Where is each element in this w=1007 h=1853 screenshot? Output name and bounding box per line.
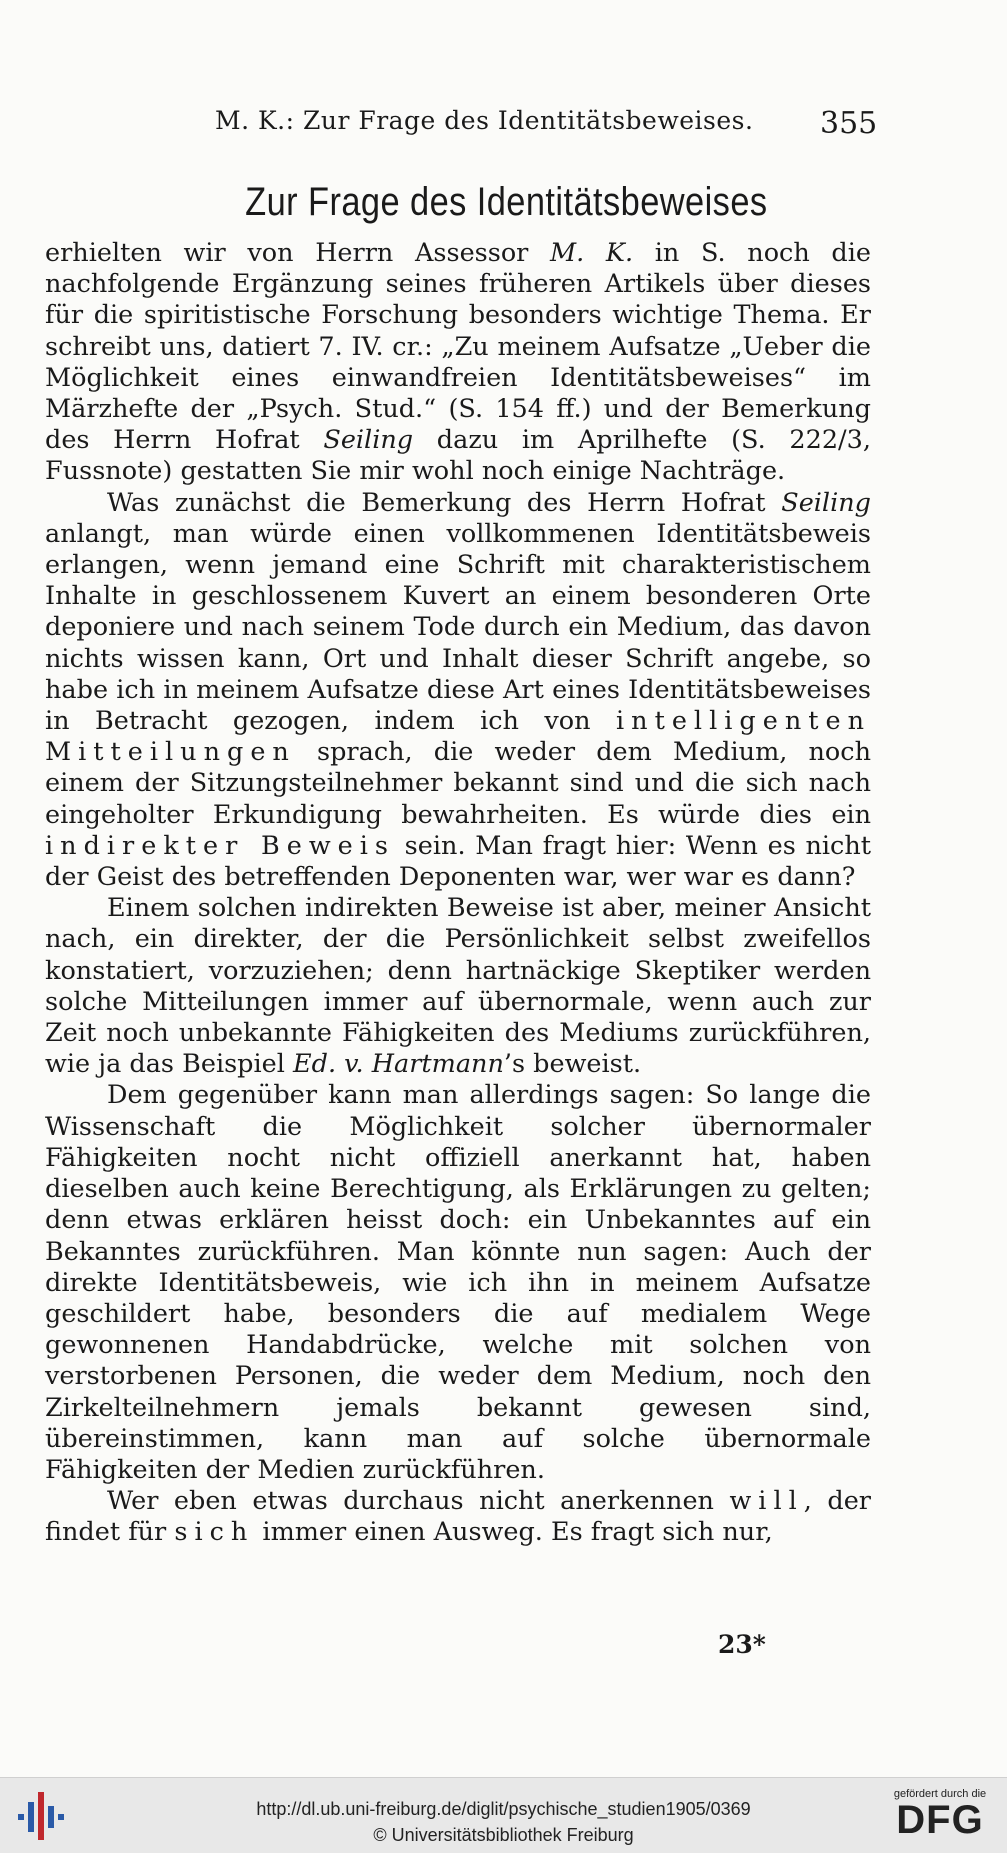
name-seiling: Seiling — [781, 487, 871, 518]
text-run: Einem solchen indirekten Beweise ist aber, meiner Ansicht nach, ein direkter, der die Persönlichkeit selbst zweifellos konstatiert, vorzuziehen; denn hartnäckige Skeptiker werden solche Mitteilungen immer auf übernormale, wenn auch zur Zeit noch unbekannte Fähigkeiten des Mediums zurückführen, wie ja das Beispiel — [45, 893, 871, 1080]
running-head — [215, 106, 875, 135]
spaced-emphasis: will — [729, 1486, 804, 1517]
text-run: Dem gegenüber kann man allerdings sagen: So lange die Wissenschaft die Möglichkeit solcher übernormaler Fähigkeiten nocht nicht offiziell anerkannt hat, haben dieselben auch keine Berechtigung, als Erklärungen zu gelten; denn etwas erklären heisst doch: ein Unbekanntes auf ein Bekanntes zurückführen. Man könnte nun sagen: Auch der direkte Identitätsbeweis, wie ich ihn in meinem Aufsatze geschildert habe, besonders die auf medialem Wege gewonnenen Handabdrücke, welche mit solchen von verstorbenen Personen, die weder dem Medium, noch den Zirkelteilnehmern jemals bekannt gewesen sind, übereinstimmen, kann man auf solche übernormale Fähigkeiten der Medien zurückführen. — [45, 1080, 871, 1485]
text-run: sprach, die weder dem Medium, noch einem der Sitzungsteilnehmer bekannt sind und die sich nach eingeholter Erkundigung bewahrheiten. Es würde dies ein — [45, 737, 871, 830]
text-run: in S. noch die nachfolgende Ergänzung seines früheren Artikels über dieses für die spiritistische Forschung besonders wichtige Thema. Er schreibt uns, datiert 7. IV. cr.: „Zu meinem Aufsatze „Ueber die Möglichkeit eines einwandfreien Identitätsbeweises“ im Märzhefte der „Psych. Stud.“ (S. 154 ff.) und der Bemerkung des Herrn Hofrat — [45, 238, 871, 456]
running-title: M. K.: Zur Frage des Identitätsbeweises. — [215, 106, 754, 135]
text-run: Wer eben etwas durchaus nicht anerkennen — [107, 1486, 730, 1517]
text-run: , der findet für — [45, 1486, 871, 1548]
paragraph-4 — [45, 1080, 871, 1486]
text-run: anlangt, man würde einen vollkommenen Identitätsbeweis erlangen, wenn jemand eine Schrift mit charakteristischem Inhalte in geschlossenem Kuvert an einem besonderen Orte deponiere und nach seinem Tode durch ein Medium, das davon nichts wissen kann, Ort und Inhalt dieser Schrift angebe, so habe ich in meinem Aufsatze diese Art eines Identitätsbeweises in Betracht gezogen, indem ich von — [45, 518, 871, 737]
name-seiling: Seiling — [323, 425, 414, 456]
text-run: Was zunächst die Bemerkung des Herrn Hofrat — [107, 487, 782, 518]
signature-mark: 23* — [718, 1630, 766, 1659]
article-title: Zur Frage des Identitätsbeweises — [245, 180, 768, 224]
spaced-emphasis: indirekter Beweis — [45, 830, 395, 861]
page-number: 355 — [820, 106, 878, 141]
dfg-sponsor-logo — [887, 1788, 993, 1840]
viewer-footer — [0, 1777, 1007, 1853]
permalink-url[interactable]: http://dl.ub.uni-freiburg.de/diglit/psychische_studien1905/0369 — [256, 1799, 751, 1819]
name-hartmann: Ed. v. Hartmann — [293, 1049, 504, 1080]
copyright-credit: © Universitätsbibliothek Freiburg — [373, 1825, 634, 1845]
author-initials: M. K. — [550, 238, 634, 268]
paragraph-3 — [45, 893, 871, 1080]
text-run: dazu im Aprilhefte (S. 222/3, Fussnote) gestatten Sie mir wohl noch einige Nachträge. — [45, 425, 871, 487]
text-run: immer einen Ausweg. Es fragt sich nur, — [254, 1517, 773, 1548]
paragraph-2 — [45, 488, 871, 894]
article-body — [45, 238, 871, 1549]
spaced-emphasis: intelligenten Mitteilungen — [45, 706, 871, 768]
paragraph-1 — [45, 238, 871, 488]
spaced-emphasis: sich — [174, 1517, 255, 1548]
dfg-logo-icon: DFG — [896, 1798, 984, 1842]
text-run: sein. Man fragt hier: Wenn es nicht der Geist des betreffenden Deponenten war, wer war es dann? — [45, 830, 871, 893]
paragraph-5 — [45, 1486, 871, 1548]
sponsor-caption: gefördert durch die — [893, 1788, 987, 1800]
text-run: erhielten wir von Herrn Assessor — [45, 238, 551, 268]
text-run: ’s beweist. — [503, 1049, 642, 1080]
